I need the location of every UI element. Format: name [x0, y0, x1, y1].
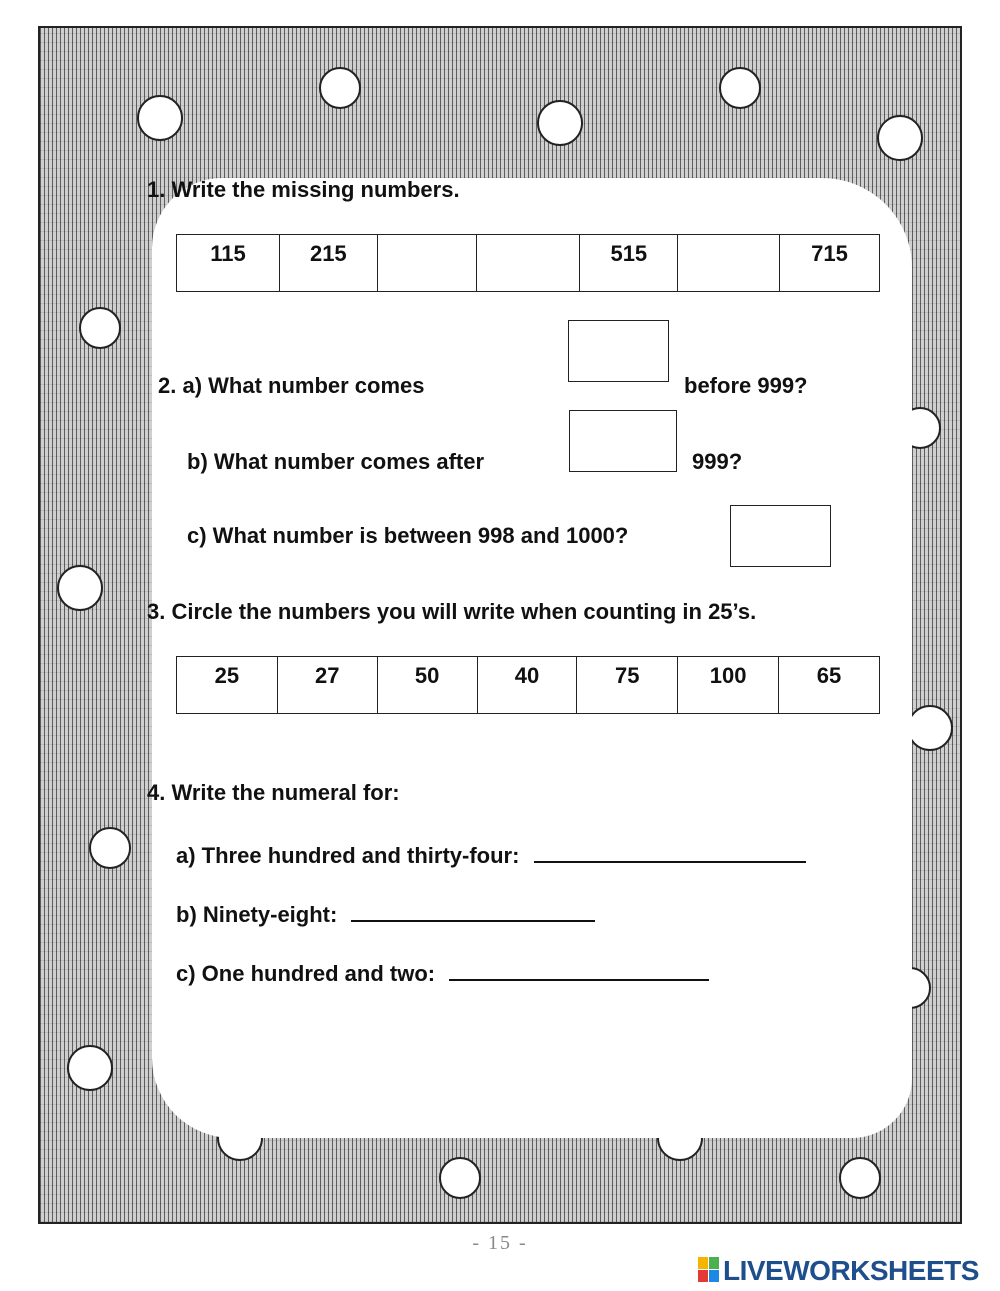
q1-number-table — [176, 234, 880, 292]
q4c-row — [176, 959, 709, 987]
q1-cell: 115 — [177, 235, 280, 292]
page-number: - 15 - — [472, 1232, 528, 1254]
q4a-label: a) Three hundred and thirty-four: — [176, 843, 520, 868]
q4a-row — [176, 841, 806, 869]
q1-answer-cell[interactable] — [678, 235, 780, 292]
q2b-suffix: 999? — [692, 449, 743, 474]
liveworksheets-logo — [698, 1255, 979, 1287]
q3-cell[interactable]: 27 — [277, 657, 377, 714]
q3-cell[interactable]: 25 — [177, 657, 278, 714]
q3-title: 3. Circle the numbers you will write when counting in 25’s. — [147, 599, 757, 624]
q4-title: 4. Write the numeral for: — [147, 780, 400, 805]
q2a-answer-box[interactable] — [568, 320, 669, 382]
q3-number-table — [176, 656, 880, 714]
q4c-answer-line[interactable] — [449, 959, 709, 981]
q2b-label: b) What number comes after — [187, 449, 485, 474]
q3-cell[interactable]: 50 — [377, 657, 477, 714]
q2c-label: c) What number is between 998 and 1000? — [187, 523, 629, 548]
q4c-label: c) One hundred and two: — [176, 961, 436, 986]
q1-cell: 715 — [780, 235, 880, 292]
puzzle-border-frame — [38, 26, 962, 1224]
q1-title: 1. Write the missing numbers. — [147, 177, 460, 202]
q3-cell[interactable]: 100 — [678, 657, 779, 714]
q1-answer-cell[interactable] — [377, 235, 476, 292]
q2b-answer-box[interactable] — [569, 410, 677, 472]
brand-text: LIVEWORKSHEETS — [723, 1255, 979, 1286]
q3-cell[interactable]: 65 — [779, 657, 880, 714]
q2a-label: 2. a) What number comes — [158, 373, 425, 398]
q1-answer-cell[interactable] — [476, 235, 580, 292]
q1-cell: 515 — [580, 235, 678, 292]
q3-cell[interactable]: 40 — [477, 657, 577, 714]
q4b-label: b) Ninety-eight: — [176, 902, 338, 927]
q4a-answer-line[interactable] — [534, 841, 806, 863]
q2c-answer-box[interactable] — [730, 505, 831, 567]
logo-squares-icon — [698, 1257, 720, 1283]
q2a-suffix: before 999? — [684, 373, 808, 398]
q4b-row — [176, 900, 595, 928]
q1-cell: 215 — [279, 235, 377, 292]
q4b-answer-line[interactable] — [351, 900, 595, 922]
q3-cell[interactable]: 75 — [577, 657, 678, 714]
